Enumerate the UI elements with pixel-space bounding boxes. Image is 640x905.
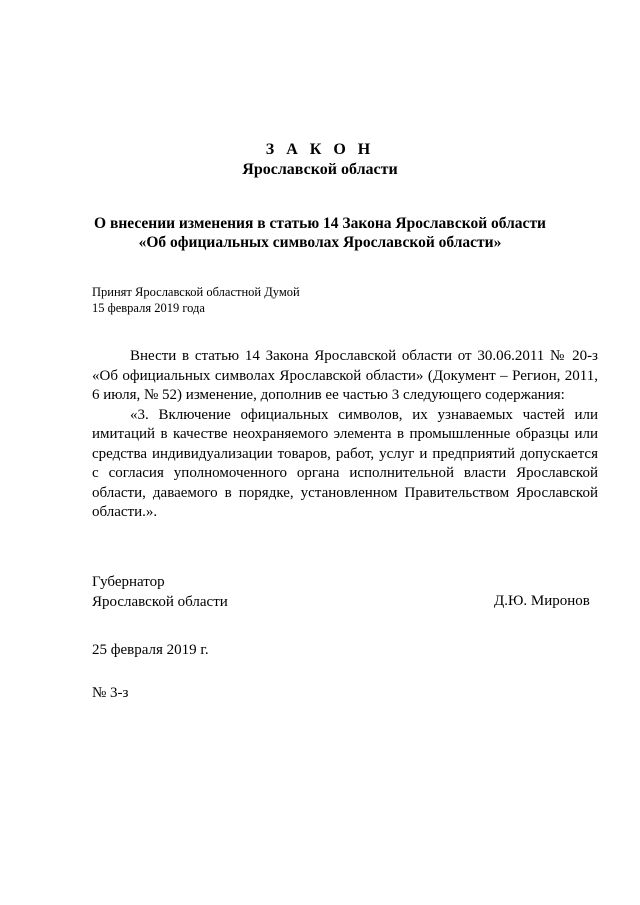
governor-title-line2: Ярославской области [92,593,228,610]
governor-title-line1: Губернатор [92,574,165,590]
law-subject [60,214,580,252]
adoption-date: 15 февраля 2019 года [92,301,205,315]
adoption-note [92,284,300,316]
law-title: З А К О Н [265,141,375,158]
adoption-body: Принят Ярославской областной Думой [92,285,300,299]
body-paragraph-1: Внести в статью 14 Закона Ярославской области от 30.06.2011 № 20-з «Об официальных символах Ярославской области» (Документ – Регион, 2011, 6 июля, № 52) изменение, дополнив ее частью 3 следующего содержания: [92,348,598,403]
law-subject-line1: О внесении изменения в статью 14 Закона Ярославской области [94,215,546,232]
signing-date: 25 февраля 2019 г. [92,642,209,658]
law-subject-line2: «Об официальных символах Ярославской области» [138,234,502,251]
law-region: Ярославской области [242,161,398,178]
signatory-name: Д.Ю. Миронов [494,593,590,609]
body-paragraph-2: «3. Включение официальных символов, их узнаваемых частей или имитаций в качестве неохраняемого элемента в промышленные образцы или средства индивидуализации товаров, работ, услуг и предприятий допускается с согласия уполномоченного органа исполнительной власти Ярославской области, даваемого в порядке, установленном Правительством Ярославской области.». [92,406,598,520]
governor-title [92,573,228,612]
law-number: № 3-з [92,685,129,701]
law-body [92,347,598,523]
